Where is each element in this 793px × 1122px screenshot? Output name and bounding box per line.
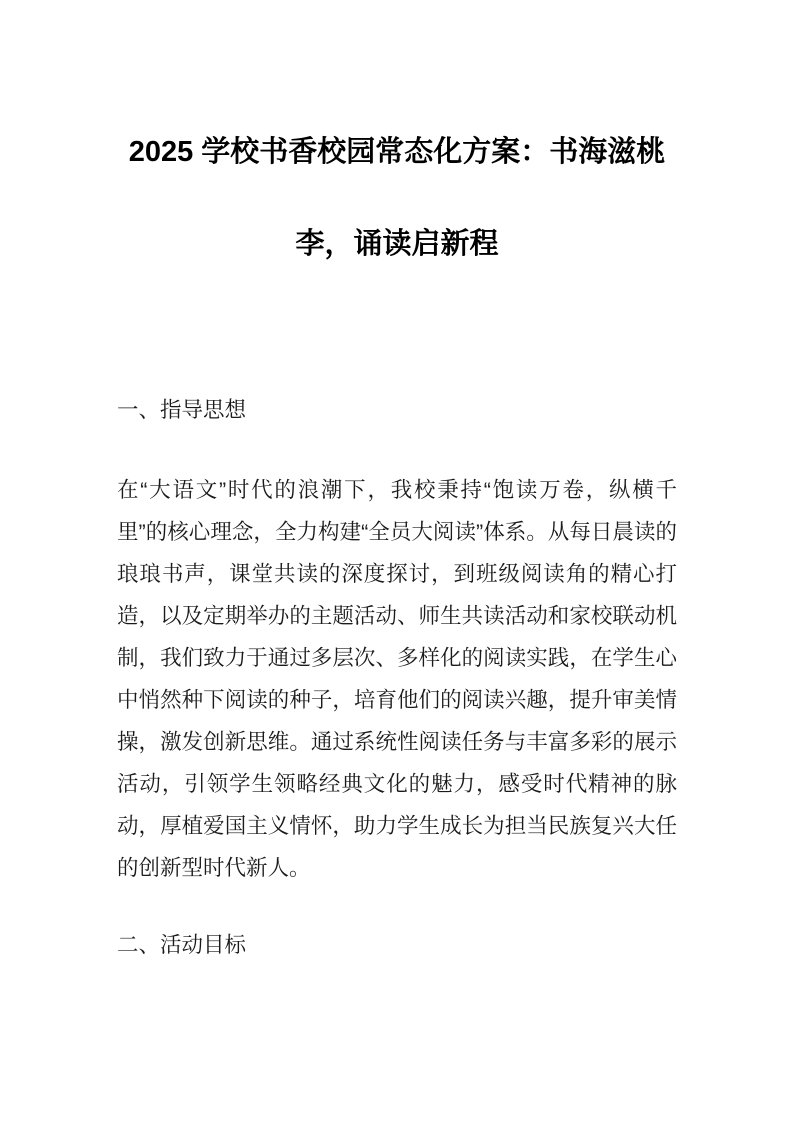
guiding-ideology-paragraph: 在“大语文”时代的浪潮下，我校秉持“饱读万卷，纵横千里”的核心理念，全力构建“全员大阅读”体系。从每日晨读的琅琅书声，课堂共读的深度探讨，到班级阅读角的精心打造，以及定期举办的主题活动、师生共读活动和家校联动机制，我们致力于通过多层次、多样化的阅读实践，在学生心中悄然种下阅读的种子，培育他们的阅读兴趣，提升审美情操，激发创新思维。通过系统性阅读任务与丰富多彩的展示活动，引领学生领略经典文化的魅力，感受时代精神的脉动，厚植爱国主义情怀，助力学生成长为担当民族复兴大任的创新型时代新人。	[117, 478, 677, 880]
section-heading-activity-goals: 二、活动目标	[117, 933, 247, 957]
section-heading-guiding-ideology: 一、指导思想	[117, 398, 247, 422]
document-title: 2025 学校书香校园常态化方案：书海滋桃李，诵读启新程	[128, 136, 666, 260]
